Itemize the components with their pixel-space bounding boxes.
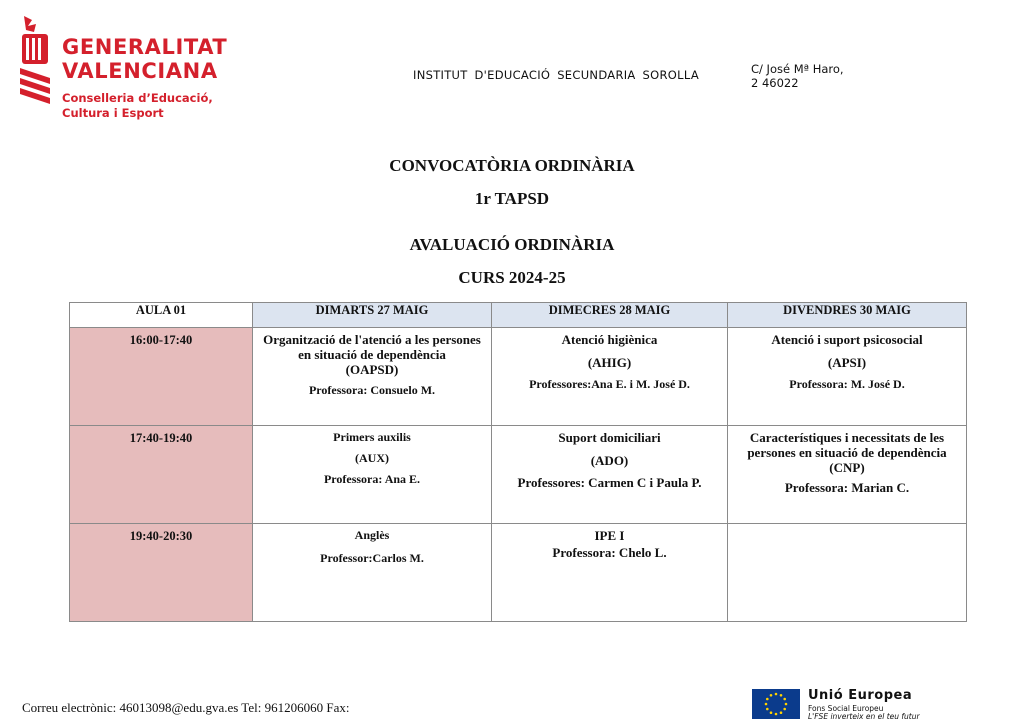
school-address <box>751 62 844 90</box>
teacher-name: Professora: Consuelo M. <box>308 383 436 397</box>
teacher-name: Professora: Ana E. <box>323 472 421 486</box>
subject-name: Atenció i suport psicosocial <box>771 332 923 347</box>
subject-code: (OAPSD) <box>345 362 399 377</box>
address-line1: C/ José Mª Haro, <box>751 62 844 76</box>
school-name: INSTITUT D'EDUCACIÓ SECUNDARIA SOROLLA <box>413 68 699 82</box>
header-aula: AULA 01 <box>70 303 253 328</box>
subject-name: Atenció higiènica <box>561 332 658 347</box>
subject-name: Característiques i necessitats de les persones en situació de dependència <box>747 430 947 460</box>
teacher-name: Professora: Marian C. <box>784 480 910 495</box>
time-slot: 16:00-17:40 <box>70 328 253 426</box>
subject-code: (CNP) <box>829 460 865 475</box>
header-day-2: DIMECRES 28 MAIG <box>492 303 728 328</box>
logo-title-line2: VALENCIANA <box>62 59 218 83</box>
subject-code: (APSI) <box>827 355 867 370</box>
time-slot: 19:40-20:30 <box>70 524 253 622</box>
teacher-name: Professora: Chelo L. <box>552 545 667 560</box>
logo-subtitle-line1: Conselleria d’Educació, <box>62 91 213 105</box>
subject-name: Suport domiciliari <box>558 430 661 445</box>
time-slot: 17:40-19:40 <box>70 426 253 524</box>
footer-contact: Correu electrònic: 46013098@edu.gva.es Tel: 961206060 Fax: <box>22 700 350 715</box>
exam-cell <box>492 524 728 622</box>
teacher-name: Professor:Carlos M. <box>320 551 424 565</box>
eu-flag-icon <box>752 689 800 719</box>
subject-code: (AHIG) <box>587 355 632 370</box>
subject-name: Primers auxilis <box>333 430 411 444</box>
subject-name: Anglès <box>354 528 390 542</box>
exam-schedule-table <box>69 302 967 622</box>
eu-title: Unió Europea <box>808 688 913 703</box>
eu-subtitle: Fons Social Europeu <box>808 704 884 713</box>
table-row <box>70 426 967 524</box>
title-curs: CURS 2024-25 <box>458 268 566 287</box>
subject-code: (ADO) <box>590 453 629 468</box>
eu-logo <box>752 689 1012 721</box>
eu-slogan: L'FSE inverteix en el teu futur <box>808 712 920 721</box>
title-avaluacio: AVALUACIÓ ORDINÀRIA <box>409 235 615 254</box>
table-row <box>70 328 967 426</box>
exam-cell <box>728 426 967 524</box>
generalitat-emblem-icon <box>18 16 52 108</box>
exam-cell <box>492 426 728 524</box>
table-header-row <box>70 303 967 328</box>
exam-cell <box>728 328 967 426</box>
teacher-name: Professores:Ana E. i M. José D. <box>529 377 690 391</box>
exam-cell <box>253 524 492 622</box>
title-convocatoria: CONVOCATÒRIA ORDINÀRIA <box>389 156 635 175</box>
teacher-name: Professora: M. José D. <box>789 377 905 391</box>
subject-name: Organització de l'atenció a les persones en situació de dependència <box>263 332 481 362</box>
table-row <box>70 524 967 622</box>
exam-cell <box>253 426 492 524</box>
header-day-1: DIMARTS 27 MAIG <box>253 303 492 328</box>
header-day-3: DIVENDRES 30 MAIG <box>728 303 967 328</box>
logo-title-line1: GENERALITAT <box>62 35 228 59</box>
teacher-name: Professores: Carmen C i Paula P. <box>517 475 702 490</box>
generalitat-logo <box>18 16 238 126</box>
address-line2: 2 46022 <box>751 76 799 90</box>
exam-cell-empty <box>728 524 967 622</box>
exam-cell <box>253 328 492 426</box>
subject-name: IPE I <box>594 528 625 543</box>
title-group: 1r TAPSD <box>474 189 550 208</box>
logo-subtitle-line2: Cultura i Esport <box>62 106 164 120</box>
exam-cell <box>492 328 728 426</box>
subject-code: (AUX) <box>355 451 389 465</box>
